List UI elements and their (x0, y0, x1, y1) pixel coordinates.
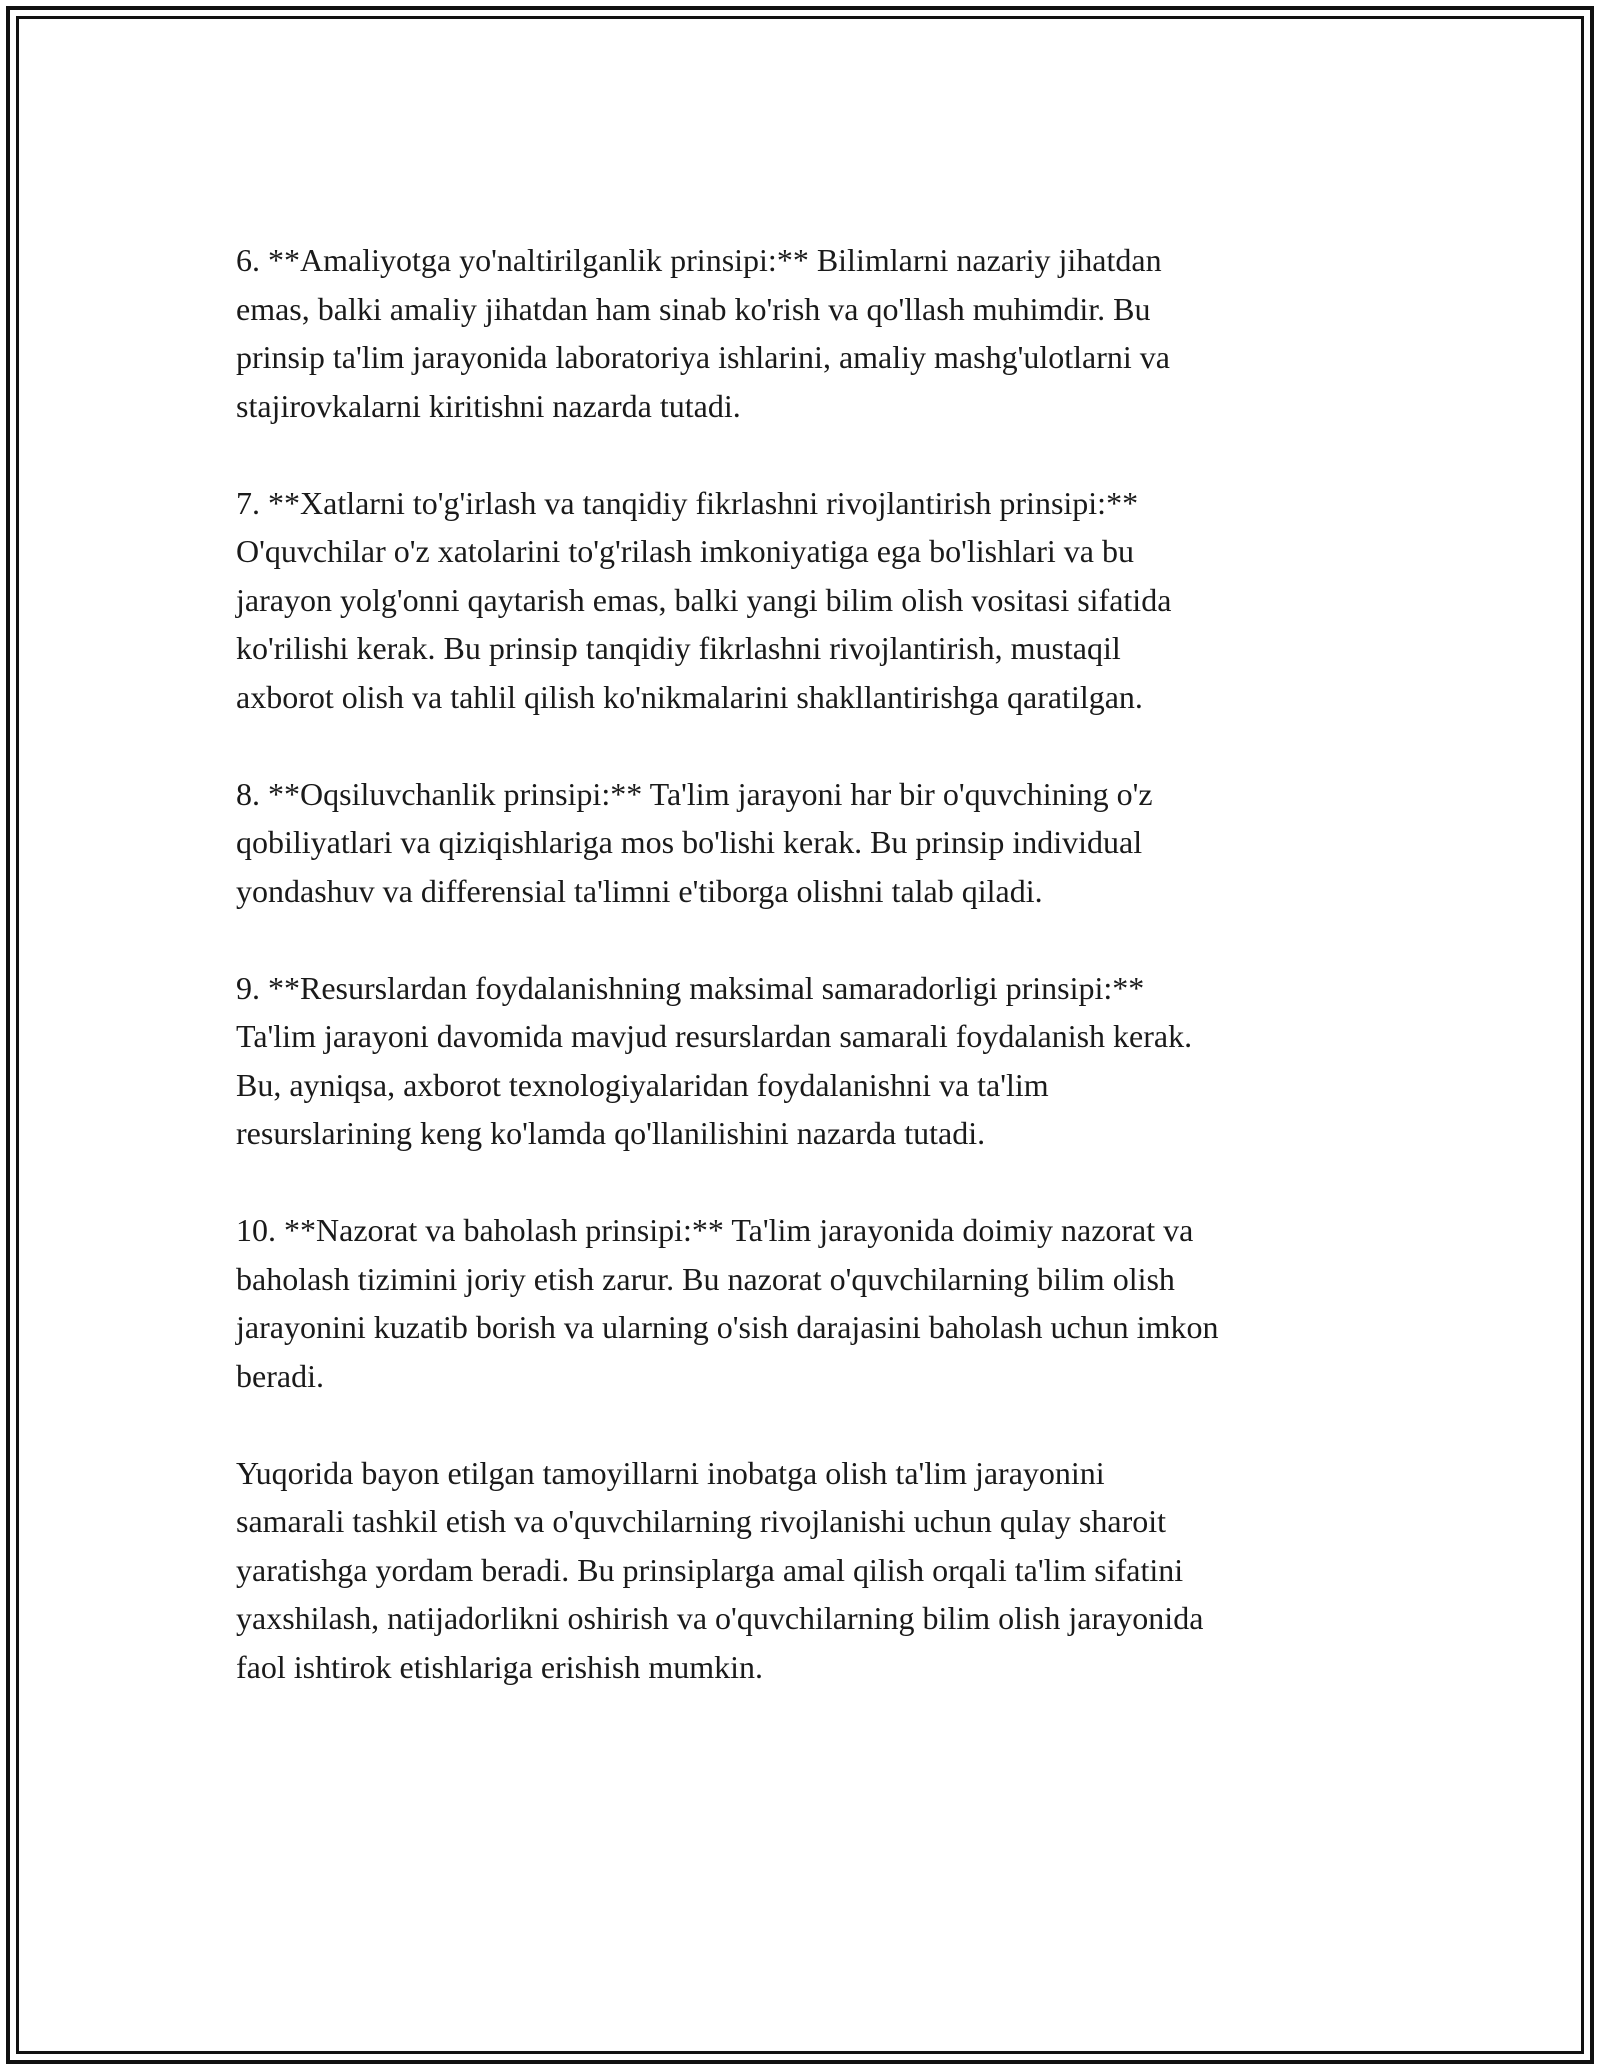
paragraph-conclusion: Yuqorida bayon etilgan tamoyillarni inobatga olish ta'lim jarayonini samarali tashkil etish va o'quvchilarning rivojlanishi uchun qulay sharoit yaratishga yordam beradi. Bu prinsiplarga amal qilish orqali ta'lim sifatini yaxshilash, natijadorlikni oshirish va o'quvchilarning bilim olish jarayonida faol ishtirok etishlariga erishish mumkin. (236, 1454, 1204, 1685)
paragraph-principle-9: 9. **Resurslardan foydalanishning maksimal samaradorligi prinsipi:** Ta'lim jarayoni davomida mavjud resurslardan samarali foydalanish kerak. Bu, ayniqsa, axborot texnologiyalaridan foydalanishni va ta'lim resurslarining keng ko'lamda qo'llanilishini nazarda tutadi. (236, 969, 1193, 1151)
paragraph-principle-6: 6. **Amaliyotga yo'naltirilganlik prinsipi:** Bilimlarni nazariy jihatdan emas, balki amaliy jihatdan ham sinab ko'rish va qo'llash muhimdir. Bu prinsip ta'lim jarayonida laboratoriya ishlarini, amaliy mashg'ulotlarni va stajirovkalarni kiritishni nazarda tutadi. (236, 242, 1170, 424)
document-body (236, 236, 1386, 1740)
paragraph-principle-8: 8. **Oqsiluvchanlik prinsipi:** Ta'lim jarayoni har bir o'quvchining o'z qobiliyatlari va qiziqishlariga mos bo'lishi kerak. Bu prinsip individual yondashuv va differensial ta'limni e'tiborga olishni talab qiladi. (236, 775, 1153, 909)
paragraph-principle-7: 7. **Xatlarni to'g'irlash va tanqidiy fikrlashni rivojlantirish prinsipi:** O'quvchilar o'z xatolarini to'g'rilash imkoniyatiga ega bo'lishlari va bu jarayon yolg'onni qaytarish emas, balki yangi bilim olish vositasi sifatida ko'rilishi kerak. Bu prinsip tanqidiy fikrlashni rivojlantirish, mustaqil axborot olish va tahlil qilish ko'nikmalarini shakllantirishga qaratilgan. (236, 484, 1172, 715)
paragraph-principle-10: 10. **Nazorat va baholash prinsipi:** Ta'lim jarayonida doimiy nazorat va baholash tizimini joriy etish zarur. Bu nazorat o'quvchilarning bilim olish jarayonini kuzatib borish va ularning o'sish darajasini baholash uchun imkon beradi. (236, 1212, 1219, 1394)
